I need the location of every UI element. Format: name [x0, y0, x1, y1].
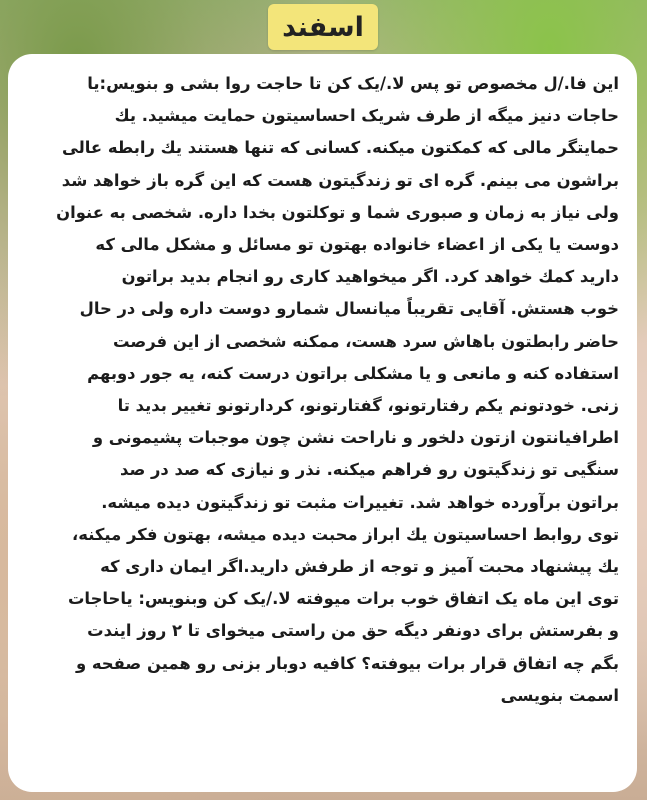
body-line: براشون می بینم. گره ای تو زندگیتون هست که این گره باز خواهد شد: [61, 170, 619, 190]
body-line: حاجات دنیز میگه از طرف شریک احساسیتون حمایت میشید. یك: [114, 106, 619, 126]
body-line: زنی. خودتونم یکم رفتارتونو، گفتارتونو، کردارتونو تغییر بدید تا: [117, 396, 619, 416]
body-line: دارید کمك خواهد کرد. اگر میخواهید کاری رو انجام بدید براتون: [121, 267, 619, 287]
body-line: براتون برآورده خواهد شد. تغییرات مثبت تو زندگیتون دیده میشه.: [101, 492, 619, 512]
body-line: بگم چه اتفاق قرار برات بیوفته؟ کافیه دوبار بزنی رو همین صفحه و: [75, 653, 619, 673]
body-line: یك پیشنهاد محبت آمیز و توجه از طرفش دارید.اگر ایمان داری که: [100, 557, 619, 577]
body-line: اسمت بنویسی: [500, 685, 619, 705]
page-title: اسفند: [282, 11, 364, 43]
body-line: ولی نیاز به زمان و صبوری شما و توکلتون بخدا داره. شخصی به عنوان: [56, 202, 619, 222]
body-line: توی روابط احساسیتون يك ابراز محبت دیده میشه، بهتون فکر میکنه،: [72, 524, 619, 544]
title-badge: [268, 4, 378, 50]
body-text: [26, 68, 619, 712]
body-line: سنگیی تو زندگیتون رو فراهم میکنه. نذر و نیازی که صد در صد: [119, 460, 619, 480]
body-line: و بفرستش برای دونفر دیگه حق من راستی میخوای تا ۲ روز ایندت: [87, 621, 619, 641]
body-line: دوست یا یکی از اعضاء خانواده بهتون تو مسائل و مشکل مالی که: [95, 235, 619, 255]
body-line: حمایتگر مالی که کمکتون میکنه. کسانی که تنها هستند یك رابطه عالی: [62, 138, 619, 158]
text-card: [8, 54, 637, 792]
body-line: حاضر رابطتون باهاش سرد هست، ممکنه شخصی از این فرصت: [113, 331, 619, 351]
body-line: اطرافیانتون ازتون دلخور و ناراحت نشن چون موجبات پشیمونی و: [92, 428, 619, 448]
body-line: توی این ماه یک اتفاق خوب برات میوفته لا./یک کن وبنویس: یاحاجات: [67, 589, 619, 609]
body-line: استفاده کنه و مانعی و یا مشکلی براتون درست کنه، یه جور دوبهم: [87, 363, 619, 383]
body-line: خوب هستش. آقایی تقریباً میانسال شمارو دوست داره ولی در حال: [79, 299, 619, 319]
body-line: این فا./ل مخصوص تو پس لا./یک کن تا حاجت روا بشی و بنویس:یا: [87, 74, 619, 93]
